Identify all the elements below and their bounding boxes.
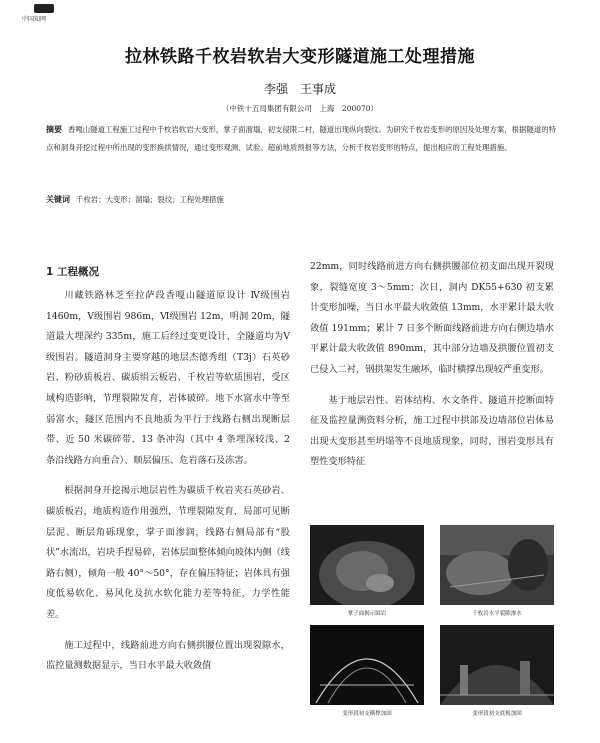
keywords [46,194,556,205]
photo-caption: 千枚岩水平裂隙渗水 [472,611,522,617]
body-paragraph: 基于地层岩性、岩体结构、水文条件、隧道开挖断面特征及监控量测资料分析，施工过程中拱部及边墙部位岩体易出现大变形甚至坍塌等不良地质现象，同时，围岩变形具有塑性变形特征 [310,394,554,468]
body-paragraph: 川藏铁路林芝至拉萨段香嘎山隧道原设计 Ⅳ级围岩 1460m，Ⅴ级围岩 986m，Ⅵ级围岩 12m，明洞 20m，隧道最大埋深约 335m，施工后经过变更设计，全隧道均为Ⅴ级围岩。隧道洞身主要穿越的地层杰德秀组（T3j）石英砂岩、粉砂质板岩、碳质绢云板岩、千枚岩等软质围岩，受区域构造影响，节理裂隙发育，岩体破碎。地下水富水中等至弱富水，隧区范围内不良地质为平行于线路右侧出现断层带、近 50 米碳碎带、13 条冲沟（其中 4 条埋深较浅、2 条沿线路方向重合）、顺层偏压、危岩落石及冻害。 [46,290,290,466]
photo-invert-reinforcement [440,625,554,705]
logo-mark [34,4,54,13]
logo-text: 中国知网 [22,16,47,23]
paper-affiliation: （中铁十五局集团有限公司 上海 200070） [221,104,379,113]
journal-logo [14,4,76,22]
photo-caption: 掌子面揭示围岩 [347,611,387,617]
abstract-text: 香嘎山隧道工程施工过程中千枚岩软岩大变形，掌子面溜塌，初支侵限二衬，隧道出现纵向裂纹。为研究千枚岩变形的原因及处理方案，根据隧道的特点和洞身开挖过程中所出现的变形换拱情况，通过变形观测、试验、超前地质预报等方法，分析千枚岩变形的特点，提出相应的工程处理措施。 [46,125,557,152]
keywords-text: 千枚岩；大变形；溜塌；裂纹；工程处理措施 [76,195,224,204]
photo-caption: 变形段初支底板加固 [472,711,522,717]
figure-photo-grid [310,525,554,725]
right-column [310,257,554,473]
abstract [46,121,556,157]
photo-phyllite-seepage [440,525,554,605]
body-paragraph: 22mm，同时线路前进方向右侧拱腰部位初支面出现开裂现象，裂缝宽度 3～5mm；次日，洞内 DK55+630 初支累计变形加噪，当日水平最大收敛值 13mm，水平累计最大收敛值 191mm；累计 7 日多个断面线路前进方向右侧边墙水平累计最大收敛值 890mm，其中部分边墙及拱腰位置初支已侵入二衬，钢拱架发生融坏，临时横撑出现较严重变形。 [310,261,554,375]
body-paragraph: 根据洞身开挖揭示地层岩性为碳质千枚岩夹石英砂岩、碳质板岩，地质构造作用强烈，节理裂隙发育，局部可见断层泥、断层角砾现象，掌子面渗润，线路右侧局部有“股状”水流出，岩块手捏易碎，岩体层面整体倾向坡体内侧（线路右侧），倾角一般 40°～50°，存在偏压特征；岩体具有强度低易软化、易风化及抗水软化能力差等特征，力学性能差。 [46,485,290,620]
left-column [46,262,290,677]
photo-caption: 变形段初支横撑加固 [342,711,392,717]
paper-authors: 李强 王事成 [263,82,336,96]
body-paragraph: 施工过程中，线路前进方向右侧拱腰位置出现裂隙水，监控量测数据显示，当日水平最大收敛值 [46,639,290,672]
photo-strut-reinforcement [310,625,424,705]
photo-tunnel-face [310,525,424,605]
abstract-label: 摘要 [46,125,63,134]
keywords-label: 关键词 [46,195,70,204]
section-heading: 1 工程概况 [46,266,99,278]
paper-title: 拉林铁路千枚岩软岩大变形隧道施工处理措施 [125,47,475,67]
